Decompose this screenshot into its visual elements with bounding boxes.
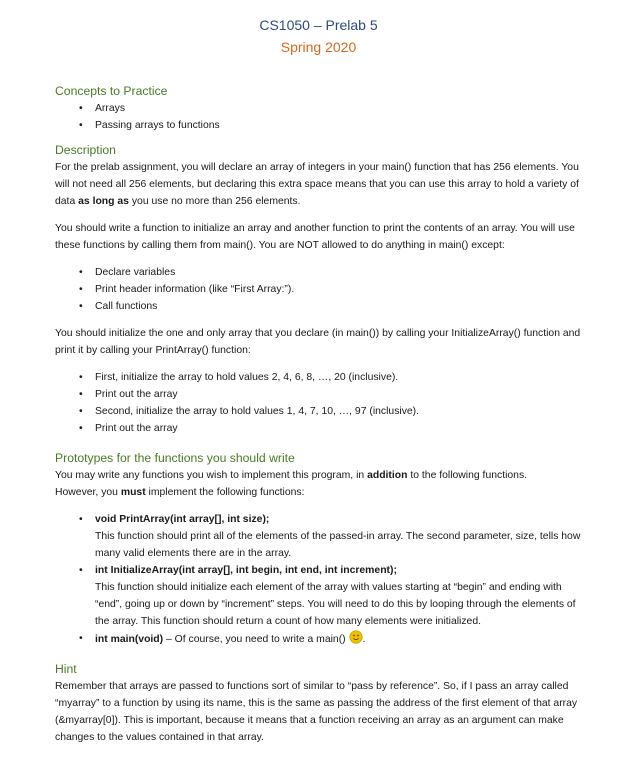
prototypes-paragraph-2: However, you must implement the following functions: <box>55 487 305 498</box>
concepts-heading: Concepts to Practice <box>55 84 168 98</box>
list-item: • Second, initialize the array to hold values 1, 4, 7, 10, …, 97 (inclusive). <box>55 403 582 420</box>
function-item: • int main(void) – Of course, you need to write a main() . <box>55 630 582 648</box>
list-item: • Arrays <box>55 100 582 117</box>
list-item: • Call functions <box>55 298 582 315</box>
function-description: This function should initialize each element of the array with values starting at “begin” and ending with “end”, going up or down by “increment” steps. You will need to do this by looping through the elements of the array. This function should return a count of how many elements were initialized. <box>95 582 576 627</box>
description-paragraph-1: For the prelab assignment, you will declare an array of integers in your main() function that has 256 elements. You will not need all 256 elements, but declaring this extra space means that you can use this array to hold a variety of data as long as you use no more than 256 elements. <box>55 162 579 207</box>
emphasis: as long as <box>78 196 129 207</box>
function-signature: int InitializeArray(int array[], int begin, int end, int increment); <box>95 565 397 576</box>
list-item: • Passing arrays to functions <box>55 117 582 134</box>
function-item <box>55 511 582 562</box>
list-item: • First, initialize the array to hold values 2, 4, 6, 8, …, 20 (inclusive). <box>55 369 582 386</box>
main-allowed-list <box>55 264 582 315</box>
hint-paragraph: Remember that arrays are passed to functions sort of similar to “pass by reference”. So, if I pass an array called “myarray” to a function by using its name, this is the same as passing the address of the first element of that array (&myarray[0]). This is important, because it means that a function receiving an array as an argument can make changes to the values contained in that array. <box>55 681 578 743</box>
description-paragraph-3: You should initialize the one and only array that you declare (in main()) by calling your InitializeArray() function and print it by calling your PrintArray() function: <box>55 328 581 356</box>
doc-title: CS1050 – Prelab 5 <box>259 17 378 33</box>
smiley-icon <box>349 630 363 644</box>
list-item: • Print out the array <box>55 386 582 403</box>
list-item: • Declare variables <box>55 264 582 281</box>
function-description: – Of course, you need to write a main() <box>163 634 349 645</box>
hint-heading: Hint <box>55 662 77 676</box>
function-signature: int main(void) <box>95 634 164 645</box>
list-item: • Print out the array <box>55 420 582 437</box>
steps-list <box>55 369 582 437</box>
prototypes-heading: Prototypes for the functions you should write <box>55 451 295 465</box>
emphasis: addition <box>367 470 408 481</box>
functions-list <box>55 511 582 648</box>
doc-term: Spring 2020 <box>280 39 357 55</box>
emphasis: must <box>120 487 146 498</box>
list-item: • Print header information (like “First Array:”). <box>55 281 582 298</box>
description-paragraph-2: You should write a function to initialize an array and another function to print the contents of an array. You will use these functions by calling them from main(). You are NOT allowed to do anything in main() except: <box>55 223 575 251</box>
function-item <box>55 562 582 630</box>
function-description: This function should print all of the elements of the passed-in array. The second parameter, size, tells how many valid elements there are in the array. <box>95 531 581 559</box>
prototypes-paragraph-1: You may write any functions you wish to implement this program, in addition to the following functions. <box>55 470 528 481</box>
concepts-list <box>55 100 582 134</box>
description-heading: Description <box>55 143 116 157</box>
function-signature: void PrintArray(int array[], int size); <box>95 514 270 525</box>
